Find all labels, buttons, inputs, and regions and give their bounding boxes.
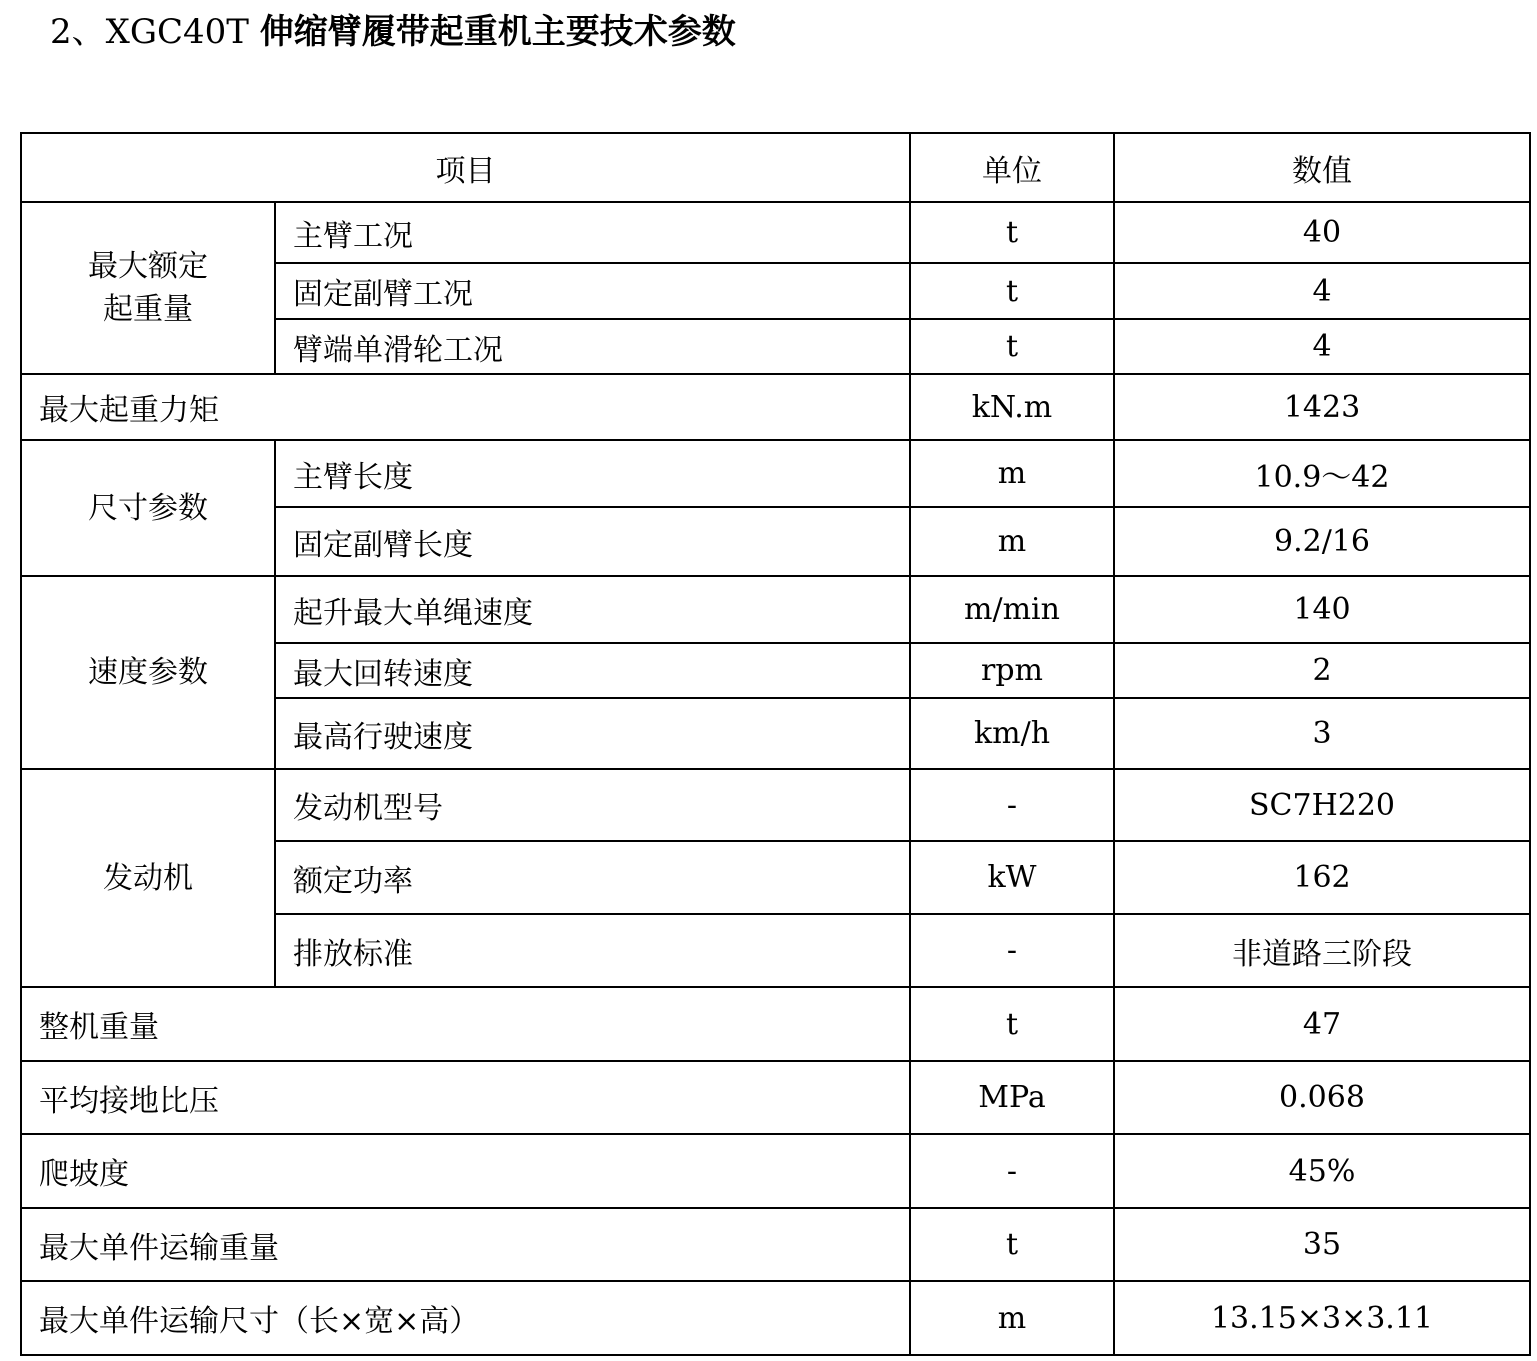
row-unit: - — [910, 914, 1114, 987]
row-item: 主臂长度 — [275, 440, 910, 507]
row-item: 发动机型号 — [275, 769, 910, 841]
row-item: 爬坡度 — [21, 1134, 910, 1208]
group-label-dimensions: 尺寸参数 — [21, 440, 275, 576]
table-row — [21, 1061, 1530, 1134]
row-unit: - — [910, 1134, 1114, 1208]
row-value: 9.2/16 — [1114, 507, 1530, 576]
row-item: 最大单件运输重量 — [21, 1208, 910, 1281]
header-value: 数值 — [1114, 133, 1530, 202]
row-value: 13.15×3×3.11 — [1114, 1281, 1530, 1355]
group-label-speed: 速度参数 — [21, 576, 275, 769]
row-unit: m/min — [910, 576, 1114, 643]
row-item: 固定副臂工况 — [275, 263, 910, 319]
table-row — [21, 1281, 1530, 1355]
table-row — [21, 202, 1530, 263]
row-unit: t — [910, 202, 1114, 263]
table-row — [21, 576, 1530, 643]
group-label-line: 最大额定 — [88, 249, 208, 284]
row-item: 最高行驶速度 — [275, 698, 910, 769]
group-label-engine: 发动机 — [21, 769, 275, 987]
page-title — [50, 10, 736, 54]
group-label-line: 起重量 — [103, 292, 193, 327]
row-item: 平均接地比压 — [21, 1061, 910, 1134]
row-value: 40 — [1114, 202, 1530, 263]
row-unit: t — [910, 987, 1114, 1061]
group-label-rated-capacity — [21, 202, 275, 374]
row-item: 臂端单滑轮工况 — [275, 319, 910, 374]
row-unit: km/h — [910, 698, 1114, 769]
row-value: 1423 — [1114, 374, 1530, 440]
header-item: 项目 — [21, 133, 910, 202]
row-value: 45% — [1114, 1134, 1530, 1208]
row-unit: rpm — [910, 643, 1114, 698]
row-value: 4 — [1114, 263, 1530, 319]
row-unit: kN.m — [910, 374, 1114, 440]
spec-table — [20, 132, 1531, 1356]
row-item: 最大单件运输尺寸（长×宽×高） — [21, 1281, 910, 1355]
row-unit: kW — [910, 841, 1114, 914]
row-unit: MPa — [910, 1061, 1114, 1134]
row-item: 整机重量 — [21, 987, 910, 1061]
row-value: 10.9～42 — [1114, 440, 1530, 507]
row-unit: t — [910, 263, 1114, 319]
row-item: 最大回转速度 — [275, 643, 910, 698]
row-item: 最大起重力矩 — [21, 374, 910, 440]
row-value: 2 — [1114, 643, 1530, 698]
row-item: 额定功率 — [275, 841, 910, 914]
row-unit: m — [910, 507, 1114, 576]
row-value: 140 — [1114, 576, 1530, 643]
title-model-number: 2、XGC40T — [50, 12, 249, 52]
row-value: 35 — [1114, 1208, 1530, 1281]
table-row — [21, 440, 1530, 507]
title-text: 伸缩臂履带起重机主要技术参数 — [259, 12, 736, 52]
row-item: 固定副臂长度 — [275, 507, 910, 576]
row-value: 3 — [1114, 698, 1530, 769]
table-row — [21, 1208, 1530, 1281]
row-item: 主臂工况 — [275, 202, 910, 263]
row-value: 4 — [1114, 319, 1530, 374]
row-unit: m — [910, 440, 1114, 507]
row-value: 非道路三阶段 — [1114, 914, 1530, 987]
row-item: 排放标准 — [275, 914, 910, 987]
table-row — [21, 1134, 1530, 1208]
row-value: SC7H220 — [1114, 769, 1530, 841]
row-value: 162 — [1114, 841, 1530, 914]
header-unit: 单位 — [910, 133, 1114, 202]
row-unit: m — [910, 1281, 1114, 1355]
row-unit: t — [910, 1208, 1114, 1281]
row-unit: t — [910, 319, 1114, 374]
row-unit: - — [910, 769, 1114, 841]
table-row — [21, 769, 1530, 841]
table-row — [21, 374, 1530, 440]
table-header-row — [21, 133, 1530, 202]
row-item: 起升最大单绳速度 — [275, 576, 910, 643]
row-value: 47 — [1114, 987, 1530, 1061]
row-value: 0.068 — [1114, 1061, 1530, 1134]
table-row — [21, 987, 1530, 1061]
